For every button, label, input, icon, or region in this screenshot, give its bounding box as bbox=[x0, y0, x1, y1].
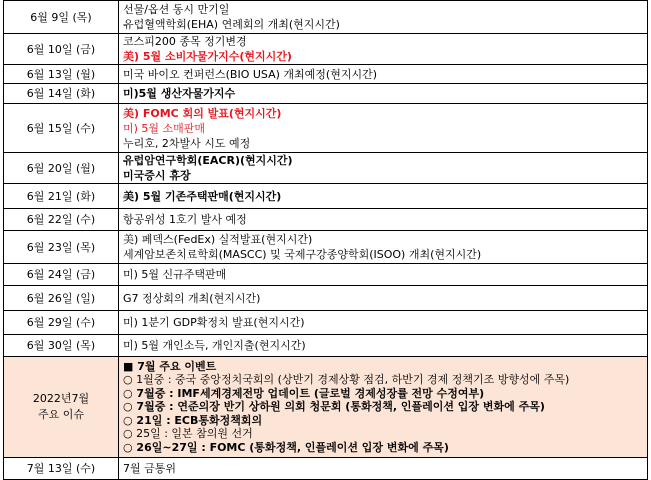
row-date: 6월 10일 (금) bbox=[4, 34, 119, 65]
row-events bbox=[119, 65, 648, 84]
row-date: 7월 13일 (수) bbox=[4, 458, 119, 480]
schedule-row bbox=[4, 65, 648, 84]
schedule-row bbox=[4, 231, 648, 264]
schedule-row bbox=[4, 264, 648, 286]
event-line: 세계암보존치료학회(MASCC) 및 국제구강종양학회(ISOO) 개최(현지시간) bbox=[123, 248, 482, 261]
event-line: 美) 페덱스(FedEx) 실적발표(현지시간) bbox=[123, 233, 313, 246]
schedule-row bbox=[4, 335, 648, 357]
event-line: 미) 5월 신규주택판매 bbox=[123, 268, 227, 281]
event-line: 美) 5월 기존주택판매(현지시간) bbox=[123, 189, 282, 203]
row-events bbox=[119, 184, 648, 209]
july-issues-row bbox=[4, 357, 648, 458]
row-events bbox=[119, 264, 648, 286]
event-line: 美) FOMC 회의 발표(현지시간) bbox=[123, 106, 282, 120]
row-events bbox=[119, 286, 648, 311]
july-event-line: ○ 25일 : 일본 참의원 선거 bbox=[123, 427, 253, 441]
schedule-row bbox=[4, 286, 648, 311]
row-date: 6월 13일 (월) bbox=[4, 65, 119, 84]
row-events bbox=[119, 231, 648, 264]
july-issues-label bbox=[4, 357, 119, 458]
schedule-body bbox=[4, 1, 648, 480]
schedule-table bbox=[3, 0, 648, 480]
event-line: 미) 1분기 GDP확정치 발표(현지시간) bbox=[123, 316, 305, 329]
row-events bbox=[119, 209, 648, 231]
july-event-line: ○ 21일 : ECB통화정책회의 bbox=[123, 413, 263, 427]
event-line: 누리호, 2차발사 시도 예정 bbox=[123, 136, 251, 150]
july-issues-label-line1: 2022년7월 bbox=[32, 392, 90, 405]
july-event-line: ○ 1월중 : 중국 중앙정치국회의 (상반기 경제상황 점검, 하반기 경제 정책기조 방향성에 주목) bbox=[123, 373, 570, 387]
july-issues-events bbox=[119, 357, 648, 458]
july-event-line: ■ 7월 주요 이벤트 bbox=[123, 359, 217, 373]
row-events bbox=[119, 1, 648, 34]
row-date: 6월 22일 (수) bbox=[4, 209, 119, 231]
event-line: 유럽암연구학회(EACR)(현지시간) bbox=[123, 154, 293, 167]
row-date: 6월 15일 (수) bbox=[4, 104, 119, 153]
schedule-row bbox=[4, 153, 648, 184]
row-date: 6월 29일 (수) bbox=[4, 311, 119, 335]
event-line: 미국 바이오 컨퍼런스(BIO USA) 개최예정(현지시간) bbox=[123, 67, 378, 81]
event-line: 미)5월 생산자물가지수 bbox=[123, 87, 236, 100]
july-event-line: ○ 7월중 : 연준의장 반기 상하원 의회 청문회 (통화정책, 인플레이션 입장 변화에 주목) bbox=[123, 400, 545, 414]
event-line: 항공위성 1호기 발사 예정 bbox=[123, 213, 247, 226]
row-date: 6월 20일 (월) bbox=[4, 153, 119, 184]
schedule-row bbox=[4, 1, 648, 34]
schedule-row bbox=[4, 34, 648, 65]
event-line: 유럽혈액학회(EHA) 연례회의 개최(현지시간) bbox=[123, 18, 340, 31]
row-events bbox=[119, 104, 648, 153]
row-date: 6월 30일 (목) bbox=[4, 335, 119, 357]
event-line: 미국증시 휴장 bbox=[123, 169, 191, 182]
july-issues-label-line2: 주요 이슈 bbox=[37, 408, 84, 421]
schedule-row bbox=[4, 311, 648, 335]
event-line: 선물/옵션 동시 만기일 bbox=[123, 3, 230, 16]
july-event-line: ○ 26일~27일 : FOMC (통화정책, 인플레이션 입장 변화에 주목) bbox=[123, 440, 449, 454]
schedule-row bbox=[4, 84, 648, 104]
row-events bbox=[119, 311, 648, 335]
row-events bbox=[119, 34, 648, 65]
event-line: G7 정상회의 개최(현지시간) bbox=[123, 291, 261, 305]
row-events bbox=[119, 84, 648, 104]
event-line: 美) 5월 소비자물가지수(현지시간) bbox=[123, 50, 292, 63]
event-line: 코스피200 종목 정기변경 bbox=[123, 35, 247, 48]
july-event-line: ○ 7월중 : IMF세계경제전망 업데이트 (글로벌 경제성장률 전망 수정여부) bbox=[123, 386, 485, 400]
event-line: 미) 5월 소매판매 bbox=[123, 121, 206, 135]
row-events bbox=[119, 153, 648, 184]
schedule-row bbox=[4, 184, 648, 209]
row-events bbox=[119, 458, 648, 480]
row-date: 6월 9일 (목) bbox=[4, 1, 119, 34]
row-date: 6월 24일 (금) bbox=[4, 264, 119, 286]
schedule-row bbox=[4, 104, 648, 153]
schedule-row bbox=[4, 458, 648, 480]
row-date: 6월 14일 (화) bbox=[4, 84, 119, 104]
event-line: 7월 금통위 bbox=[123, 462, 176, 475]
row-date: 6월 26일 (일) bbox=[4, 286, 119, 311]
row-date: 6월 21일 (화) bbox=[4, 184, 119, 209]
schedule-row bbox=[4, 209, 648, 231]
event-line: 미) 5월 개인소득, 개인지출(현지시간) bbox=[123, 339, 306, 352]
row-date: 6월 23일 (목) bbox=[4, 231, 119, 264]
row-events bbox=[119, 335, 648, 357]
